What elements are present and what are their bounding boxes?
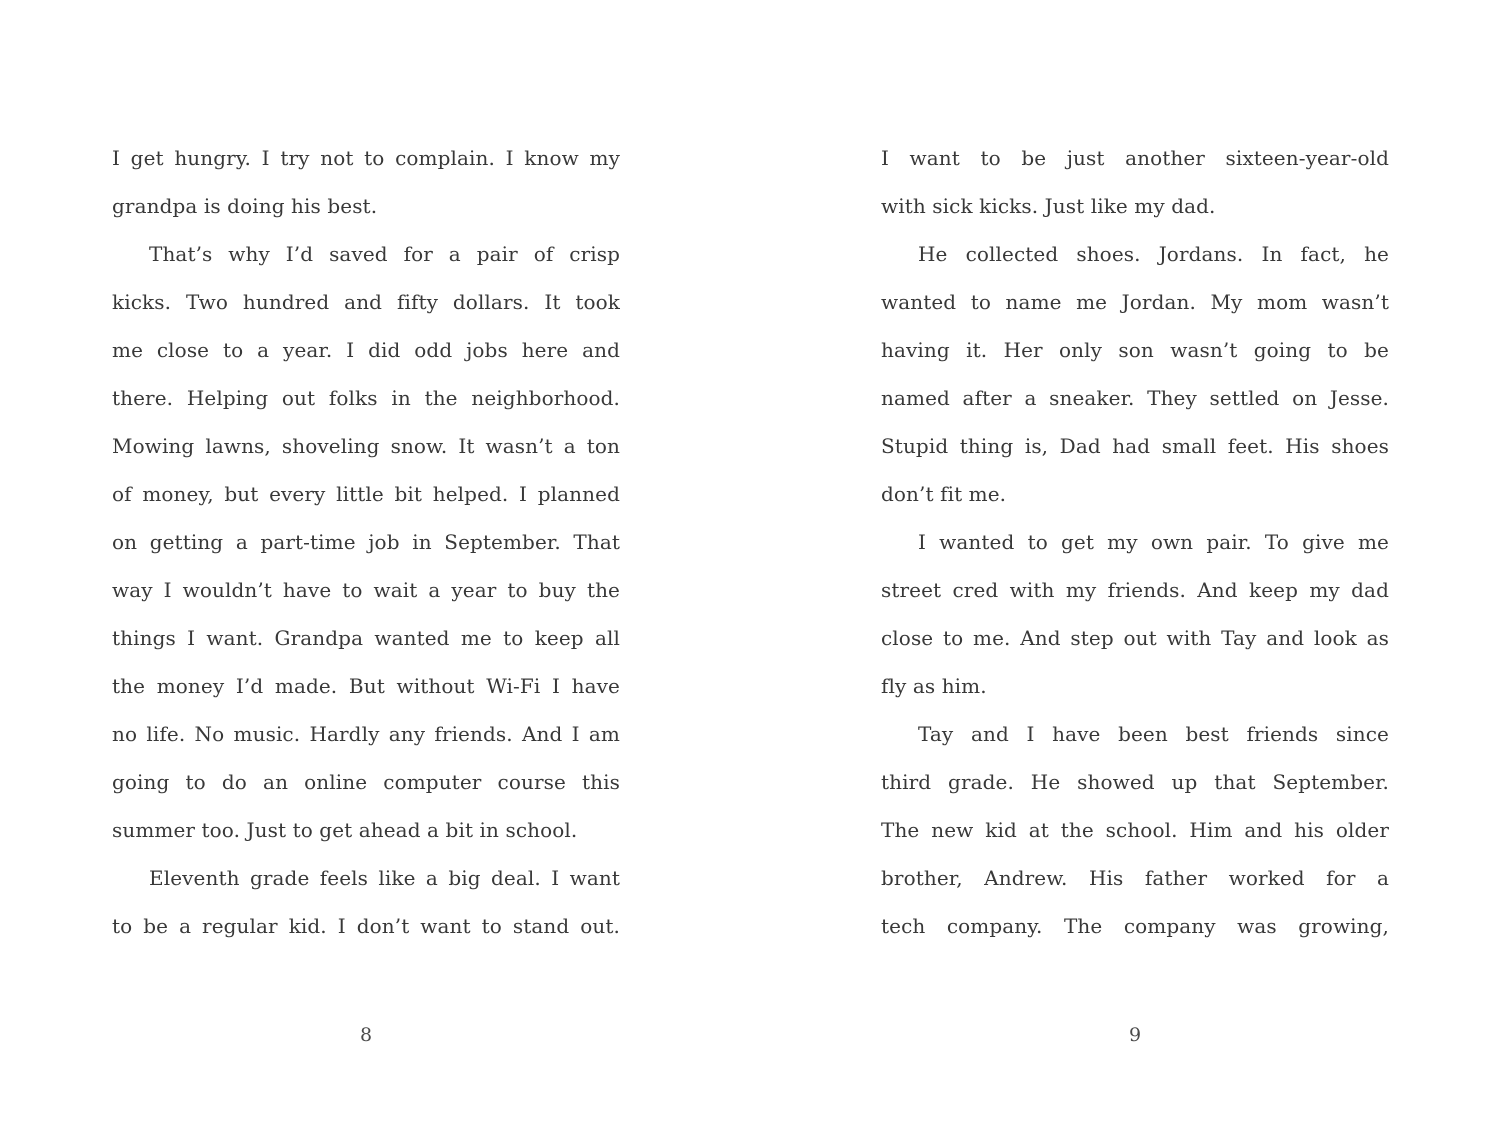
page-number-left: 8 [359, 1024, 373, 1046]
text-line: tech company. The company was growing, [881, 914, 1389, 938]
text-line: The new kid at the school. Him and his older [881, 818, 1389, 842]
page-right [881, 0, 1389, 1125]
page-left [112, 0, 620, 1125]
text-line: things I want. Grandpa wanted me to keep all [112, 626, 620, 650]
text-line: street cred with my friends. And keep my dad [881, 578, 1389, 602]
text-line: of money, but every little bit helped. I planned [112, 482, 620, 506]
text-line: on getting a part-time job in September. That [112, 530, 620, 554]
text-line: named after a sneaker. They settled on Jesse. [881, 386, 1389, 410]
text-line: He collected shoes. Jordans. In fact, he [918, 242, 1389, 266]
text-line: I get hungry. I try not to complain. I know my [112, 146, 620, 170]
text-line: kicks. Two hundred and fifty dollars. It took [112, 290, 620, 314]
text-line: summer too. Just to get ahead a bit in school. [112, 818, 578, 842]
text-line: way I wouldn’t have to wait a year to buy the [112, 578, 620, 602]
text-line: don’t fit me. [881, 482, 1007, 506]
text-line: close to me. And step out with Tay and look as [881, 626, 1389, 650]
text-line: with sick kicks. Just like my dad. [881, 194, 1216, 218]
text-line: wanted to name me Jordan. My mom wasn’t [881, 290, 1389, 314]
text-line: third grade. He showed up that September. [881, 770, 1389, 794]
text-line: the money I’d made. But without Wi-Fi I have [112, 674, 620, 698]
text-line: Stupid thing is, Dad had small feet. His shoes [881, 434, 1389, 458]
text-line: I wanted to get my own pair. To give me [918, 530, 1389, 554]
page-right-text-block [881, 134, 1389, 950]
text-line: having it. Her only son wasn’t going to be [881, 338, 1389, 362]
text-line: That’s why I’d saved for a pair of crisp [149, 242, 620, 266]
text-line: there. Helping out folks in the neighborhood. [112, 386, 620, 410]
text-line: to be a regular kid. I don’t want to stand out. [112, 914, 620, 938]
text-line: me close to a year. I did odd jobs here and [112, 338, 620, 362]
text-line: going to do an online computer course this [112, 770, 620, 794]
text-line: grandpa is doing his best. [112, 194, 378, 218]
text-line: Tay and I have been best friends since [918, 722, 1389, 746]
text-line: Mowing lawns, shoveling snow. It wasn’t a ton [112, 434, 620, 458]
text-line: fly as him. [881, 674, 987, 698]
text-line: no life. No music. Hardly any friends. And I am [112, 722, 620, 746]
text-line: Eleventh grade feels like a big deal. I want [149, 866, 620, 890]
page-number-right: 9 [1128, 1024, 1142, 1046]
text-line: brother, Andrew. His father worked for a [881, 866, 1389, 890]
text-line: I want to be just another sixteen-year-old [881, 146, 1389, 170]
page-left-text-block [112, 134, 620, 950]
